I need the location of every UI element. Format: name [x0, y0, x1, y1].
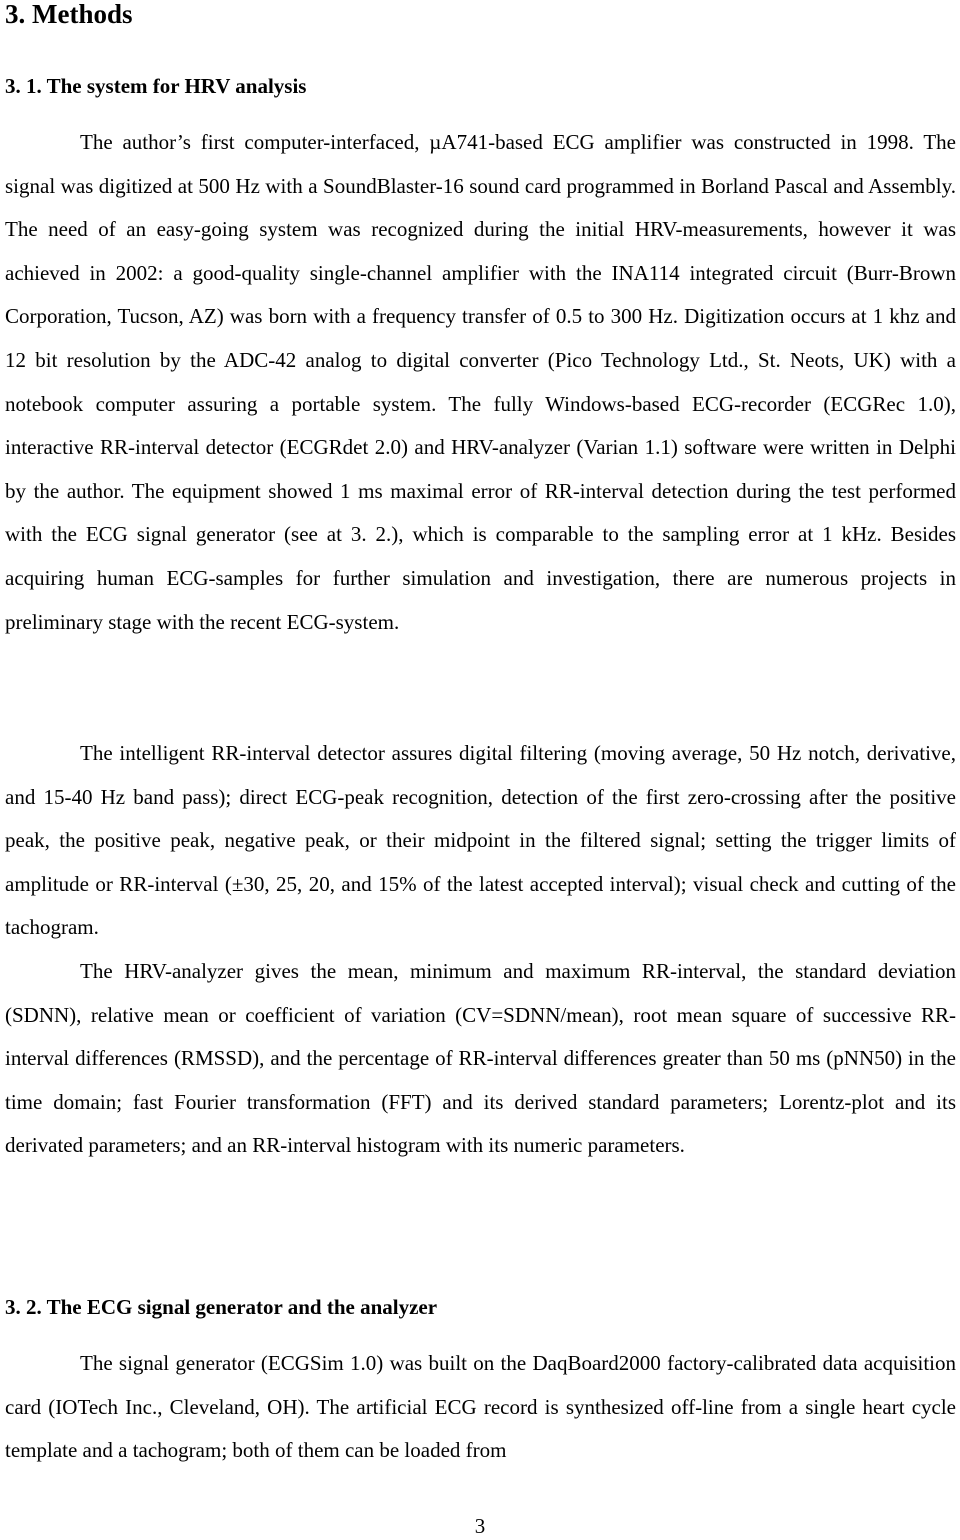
subsection-heading-1: 3. 1. The system for HRV analysis: [5, 74, 307, 98]
paragraph-3: The HRV-analyzer gives the mean, minimum and maximum RR-interval, the standard deviation (SDNN), relative mean or coefficient of variation (CV=SDNN/mean), root mean square of successive RR-interval differences (RMSSD), and the percentage of RR-interval differences greater than 50 ms (pNN50) in the time domain; fast Fourier transformation (FFT) and its derived standard parameters; Lorentz-plot and its derivated parameters; and an RR-interval histogram with its numeric parameters.: [5, 959, 956, 1158]
paragraph-1: The author’s first computer-interfaced, µA741-based ECG amplifier was constructed in 1998. The signal was digitized at 500 Hz with a SoundBlaster-16 sound card programmed in Borland Pascal and Assembly. The need of an easy-going system was recognized during the initial HRV-measurements, however it was achieved in 2002: a good-quality single-channel amplifier with the INA114 integrated circuit (Burr-Brown Corporation, Tucson, AZ) was born with a frequency transfer of 0.5 to 300 Hz. Digitization occurs at 1 khz and 12 bit resolution by the ADC-42 analog to digital converter (Pico Technology Ltd., St. Neots, UK) with a notebook computer assuring a portable system. The fully Windows-based ECG-recorder (ECGRec 1.0), interactive RR-interval detector (ECGRdet 2.0) and HRV-analyzer (Varian 1.1) software were written in Delphi by the author. The equipment showed 1 ms maximal error of RR-interval detection during the test performed with the ECG signal generator (see at 3. 2.), which is comparable to the sampling error at 1 kHz. Besides acquiring human ECG-samples for further simulation and investigation, there are numerous projects in preliminary stage with the recent ECG-system.: [5, 130, 956, 634]
paragraph-4: The signal generator (ECGSim 1.0) was built on the DaqBoard2000 factory-calibrated data acquisition card (IOTech Inc., Cleveland, OH). The artificial ECG record is synthesized off-line from a single heart cycle template and a tachogram; both of them can be loaded from: [5, 1351, 956, 1463]
paragraph-2: The intelligent RR-interval detector assures digital filtering (moving average, 50 Hz notch, derivative, and 15-40 Hz band pass); direct ECG-peak recognition, detection of the first zero-crossing after the positive peak, the positive peak, negative peak, or their midpoint in the filtered signal; setting the trigger limits of amplitude or RR-interval (±30, 25, 20, and 15% of the latest accepted interval); visual check and cutting of the tachogram.: [5, 741, 956, 940]
section-heading: 3. Methods: [5, 0, 133, 29]
page-number: 3: [474, 1514, 486, 1538]
subsection-heading-2: 3. 2. The ECG signal generator and the analyzer: [5, 1295, 438, 1319]
